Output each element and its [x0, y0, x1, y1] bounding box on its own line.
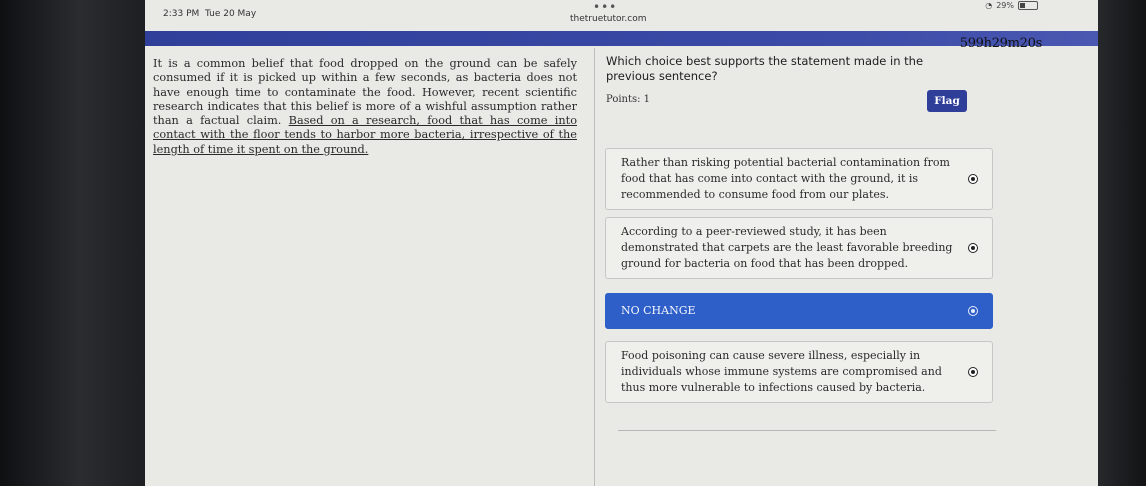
answer-choice-b[interactable]: [605, 217, 993, 279]
flag-button[interactable]: Flag: [927, 90, 967, 112]
pane-divider[interactable]: [594, 48, 595, 486]
status-indicators: [985, 1, 1038, 10]
passage-text: It is a common belief that food dropped on the ground can be safely consumed if it is picked up within a few seconds, as bacteria does not have enough time to contaminate the food. However, recent scientific research indicates that this belief is more of a wishful assumption rather than a factual claim.: [153, 57, 577, 128]
passage-underlined-sentence: Based on a research, food that has come into contact with the floor tends to harbor more bacteria, irrespective of the length of time it spent on the ground.: [153, 114, 577, 156]
answer-choice-d[interactable]: [605, 341, 993, 403]
choice-text: According to a peer-reviewed study, it has been demonstrated that carpets are the least favorable breeding ground for bacteria on food that has been dropped.: [621, 225, 953, 270]
battery-icon: [1018, 1, 1038, 10]
countdown-timer: 599h29m20s: [959, 36, 1042, 51]
battery-percent: 29%: [996, 1, 1014, 10]
radio-button-icon[interactable]: [968, 367, 978, 377]
choice-text: NO CHANGE: [621, 304, 696, 317]
choice-text: Rather than risking potential bacterial contamination from food that has come into contact with the ground, it is recommended to consume food from our plates.: [621, 156, 950, 201]
device-bezel-left: [0, 0, 145, 486]
answer-choice-a[interactable]: [605, 148, 993, 210]
browser-screen: [145, 0, 1098, 486]
device-bezel-right: [1098, 0, 1146, 486]
browser-menu-dots-icon[interactable]: •••: [593, 0, 618, 14]
points-label: Points: 1: [606, 94, 651, 105]
address-bar-url[interactable]: thetruetutor.com: [570, 14, 647, 24]
reading-passage: [153, 57, 577, 157]
radio-button-icon[interactable]: [968, 243, 978, 253]
status-time: 2:33 PM Tue 20 May: [163, 9, 257, 19]
wifi-icon: ◔: [985, 1, 993, 10]
question-prompt: Which choice best supports the statement made in the previous sentence?: [606, 54, 924, 83]
radio-button-icon[interactable]: [968, 174, 978, 184]
section-divider: [618, 430, 996, 431]
answer-choice-c[interactable]: [605, 293, 993, 329]
status-bar: [145, 0, 1098, 28]
radio-button-icon[interactable]: [968, 306, 978, 316]
header-bar: [145, 31, 1098, 46]
choice-text: Food poisoning can cause severe illness, especially in individuals whose immune systems are compromised and thus more vulnerable to infections caused by bacteria.: [621, 349, 942, 394]
